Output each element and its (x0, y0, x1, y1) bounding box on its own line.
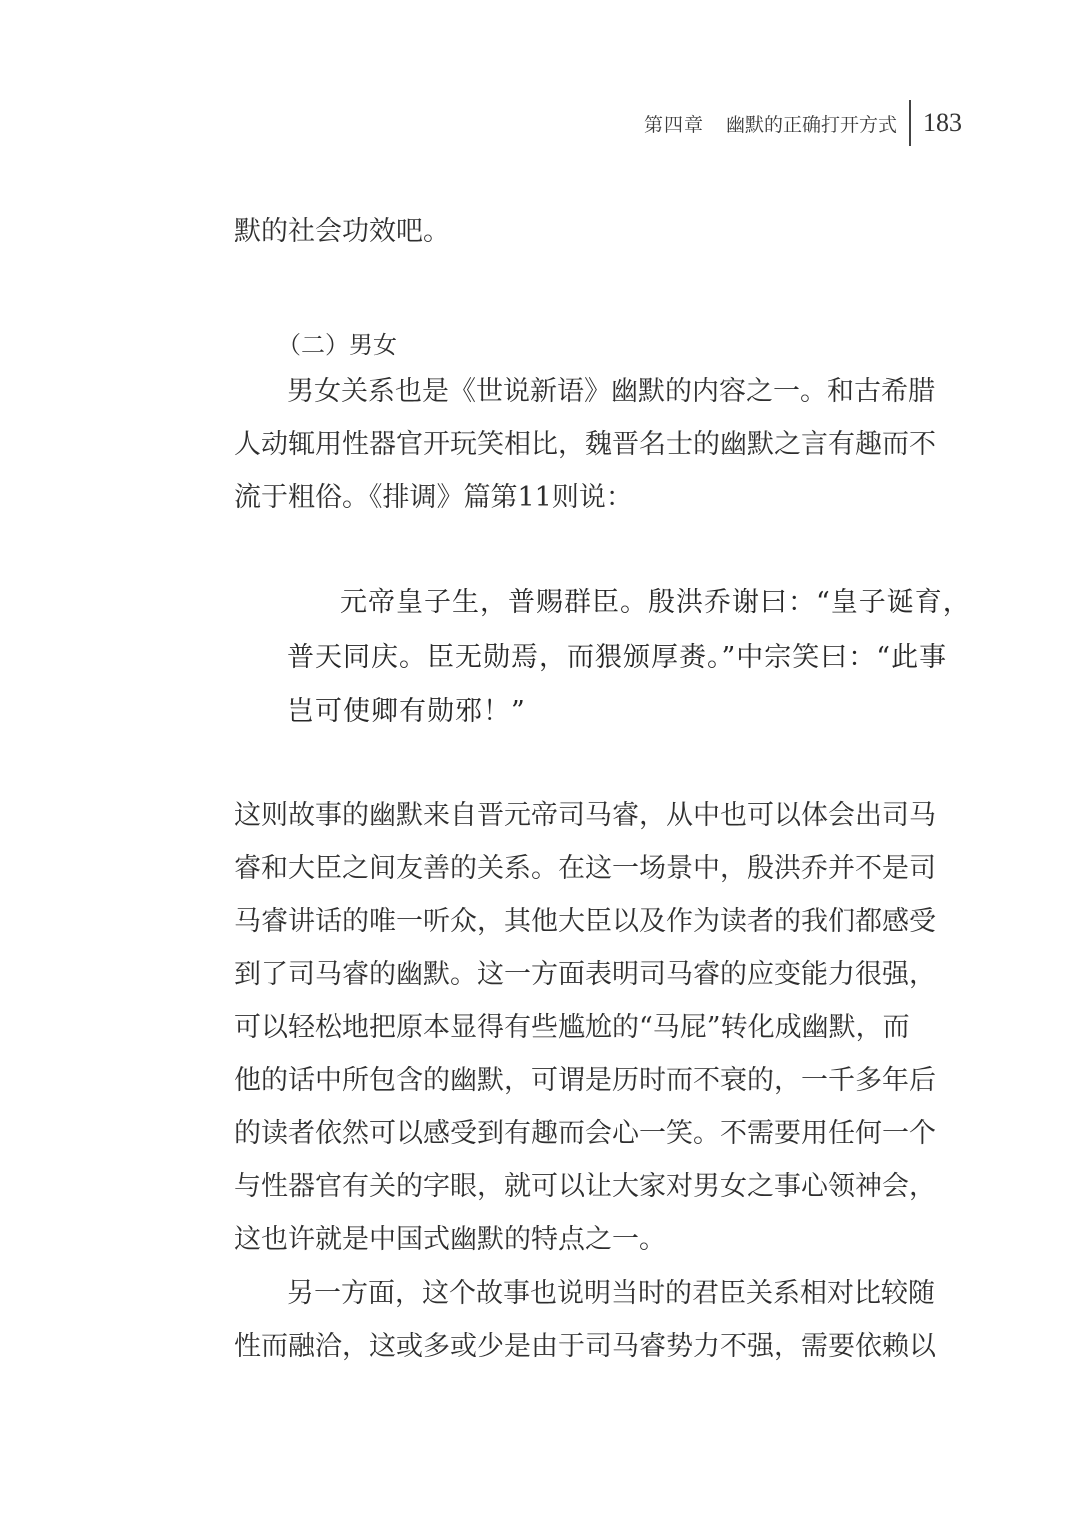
quote-line: 岂可使卿有勋邪！” (287, 696, 526, 727)
running-header (644, 100, 962, 146)
quote-line: 普天同庆。臣无勋焉，而猥颁厚赉。”中宗笑曰：“此事 (287, 642, 948, 673)
quote-line: 元帝皇子生，普赐群臣。殷洪乔谢曰：“皇子诞育， (340, 587, 971, 618)
paragraph-line: 的读者依然可以感受到有趣而会心一笑。不需要用任何一个 (234, 1118, 936, 1149)
paragraph-line: 性而融洽，这或多或少是由于司马睿势力不强，需要依赖以 (234, 1331, 936, 1362)
paragraph-line: 这也许就是中国式幽默的特点之一。 (234, 1224, 666, 1255)
paragraph-line: 人动辄用性器官开玩笑相比，魏晋名士的幽默之言有趣而不 (234, 429, 936, 460)
paragraph-line: 与性器官有关的字眼，就可以让大家对男女之事心领神会， (234, 1171, 936, 1202)
paragraph-line: 流于粗俗。《排调》篇第11则说： (234, 482, 633, 513)
paragraph-line: 这则故事的幽默来自晋元帝司马睿，从中也可以体会出司马 (234, 800, 936, 831)
section-heading: （二）男女 (277, 331, 397, 359)
paragraph-line: 他的话中所包含的幽默，可谓是历时而不衰的，一千多年后 (234, 1065, 936, 1096)
paragraph-line: 可以轻松地把原本显得有些尴尬的“马屁”转化成幽默，而 (234, 1012, 910, 1043)
page-number: 183 (923, 108, 962, 137)
paragraph-line: 男女关系也是《世说新语》幽默的内容之一。和古希腊 (287, 376, 935, 407)
intro-line: 默的社会功效吧。 (234, 216, 450, 247)
paragraph-line: 到了司马睿的幽默。这一方面表明司马睿的应变能力很强， (234, 959, 936, 990)
header-chapter-title: 幽默的正确打开方式 (725, 113, 897, 136)
header-divider (909, 100, 911, 146)
paragraph-line: 另一方面，这个故事也说明当时的君臣关系相对比较随 (287, 1278, 935, 1309)
header-chapter: 第四章 (643, 113, 704, 136)
paragraph-line: 睿和大臣之间友善的关系。在这一场景中，殷洪乔并不是司 (234, 853, 936, 884)
paragraph-line: 马睿讲话的唯一听众，其他大臣以及作为读者的我们都感受 (234, 906, 936, 937)
